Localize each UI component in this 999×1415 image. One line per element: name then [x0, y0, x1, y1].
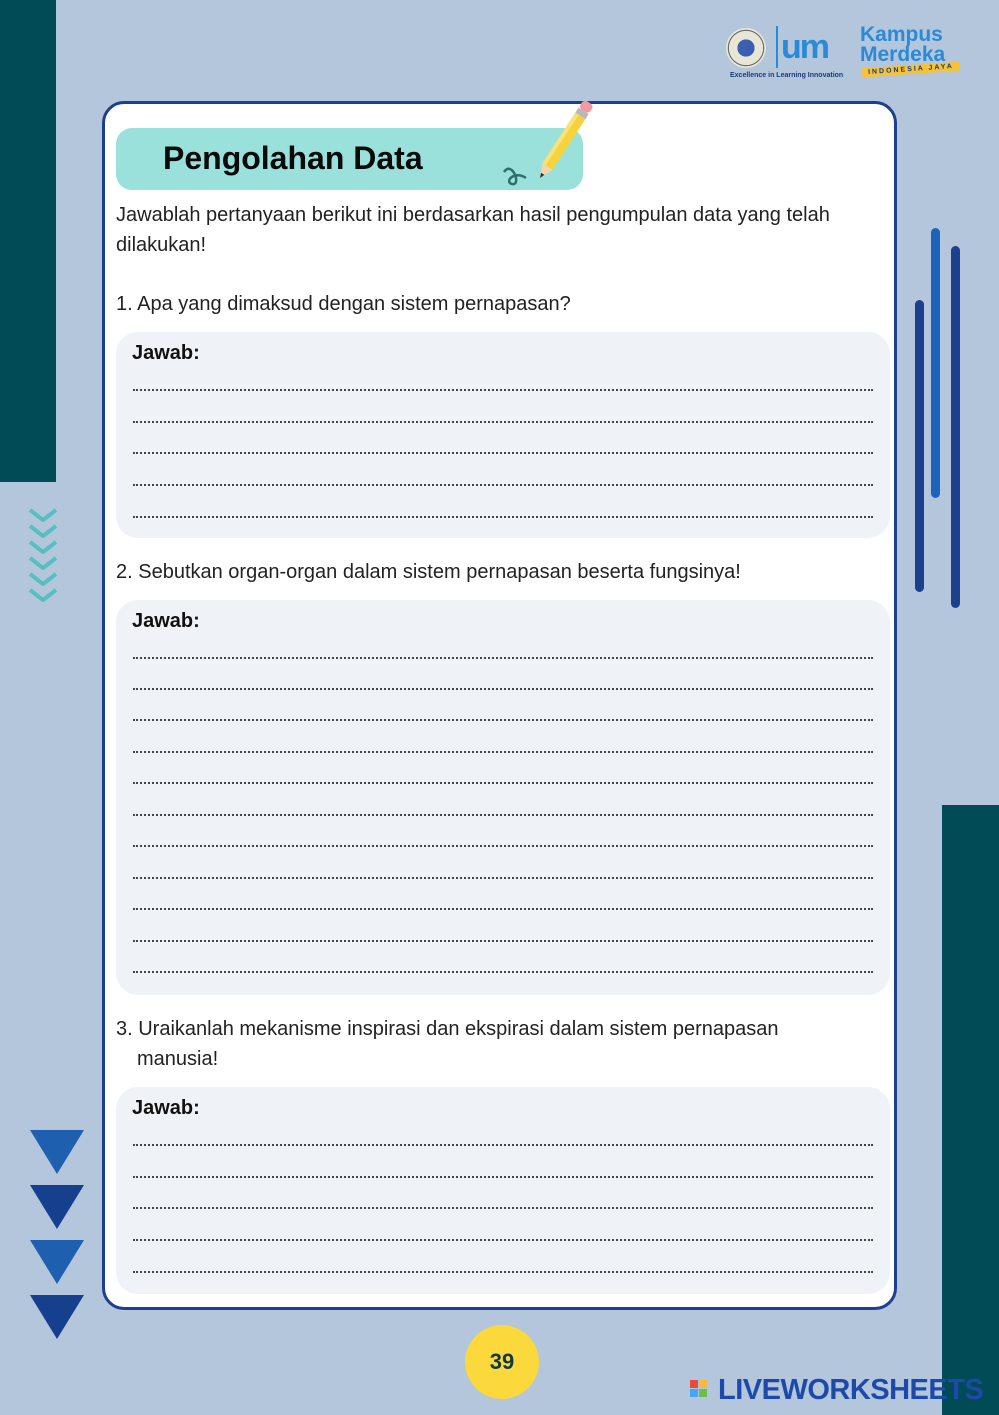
chevron-down-icon [28, 506, 60, 612]
answer-line[interactable] [133, 1271, 873, 1273]
answer-line[interactable] [133, 484, 873, 486]
answer-line[interactable] [133, 814, 873, 816]
logo-kampus: Kampus [860, 23, 943, 46]
intro-instruction: Jawablah pertanyaan berikut ini berdasarkan hasil pengumpulan data yang telah dilakukan! [116, 204, 830, 256]
answer-label: Jawab: [132, 1097, 200, 1119]
logo-tagline: Excellence in Learning Innovation [730, 72, 844, 79]
answer-line[interactable] [133, 908, 873, 910]
kampus-merdeka-logo [726, 24, 972, 84]
page-title: Pengolahan Data [163, 140, 423, 176]
answer-line[interactable] [133, 1239, 873, 1241]
logo-divider [776, 26, 778, 68]
answer-line[interactable] [133, 940, 873, 942]
answer-line[interactable] [133, 877, 873, 879]
answer-line[interactable] [133, 1144, 873, 1146]
logo-square [699, 1389, 707, 1397]
decor-line [931, 228, 940, 498]
answer-line[interactable] [133, 782, 873, 784]
page-number: 39 [465, 1325, 539, 1399]
answer-line[interactable] [133, 389, 873, 391]
answer-line[interactable] [133, 1207, 873, 1209]
university-seal-icon [726, 28, 766, 68]
logo-square [690, 1389, 698, 1397]
answer-line[interactable] [133, 845, 873, 847]
answer-line[interactable] [133, 421, 873, 423]
logo-square [699, 1380, 707, 1388]
logo-badge: INDONESIA JAYA [862, 62, 960, 78]
triangle-down-icon [30, 1185, 84, 1229]
answer-box-3[interactable] [116, 1087, 890, 1294]
triangle-down-icon [30, 1130, 84, 1174]
decor-line [951, 246, 960, 608]
watermark-text: LIVEWORKSHEETS [718, 1374, 984, 1406]
answer-box-2[interactable] [116, 600, 890, 995]
left-decor-bar [0, 0, 56, 482]
logo-square [690, 1380, 698, 1388]
answer-line[interactable] [133, 688, 873, 690]
logo-merdeka: Merdeka [860, 43, 946, 66]
answer-line[interactable] [133, 719, 873, 721]
pencil-icon [498, 100, 602, 194]
triangle-down-icon [30, 1240, 84, 1284]
answer-line[interactable] [133, 657, 873, 659]
triangle-down-icon [30, 1295, 84, 1339]
answer-line[interactable] [133, 452, 873, 454]
question-1: 1. Apa yang dimaksud dengan sistem pernapasan? [116, 293, 571, 315]
um-logo-text: um [781, 28, 828, 66]
question-3-line-2: manusia! [137, 1048, 219, 1070]
answer-box-1[interactable] [116, 332, 890, 538]
answer-label: Jawab: [132, 610, 200, 632]
decor-line [915, 300, 924, 592]
answer-line[interactable] [133, 971, 873, 973]
answer-line[interactable] [133, 1176, 873, 1178]
question-3-line-1: 3. Uraikanlah mekanisme inspirasi dan ekspirasi dalam sistem pernapasan [116, 1018, 779, 1040]
answer-label: Jawab: [132, 342, 200, 364]
answer-line[interactable] [133, 516, 873, 518]
answer-line[interactable] [133, 751, 873, 753]
question-2: 2. Sebutkan organ-organ dalam sistem pernapasan beserta fungsinya! [116, 561, 741, 583]
right-decor-bar [942, 805, 999, 1415]
